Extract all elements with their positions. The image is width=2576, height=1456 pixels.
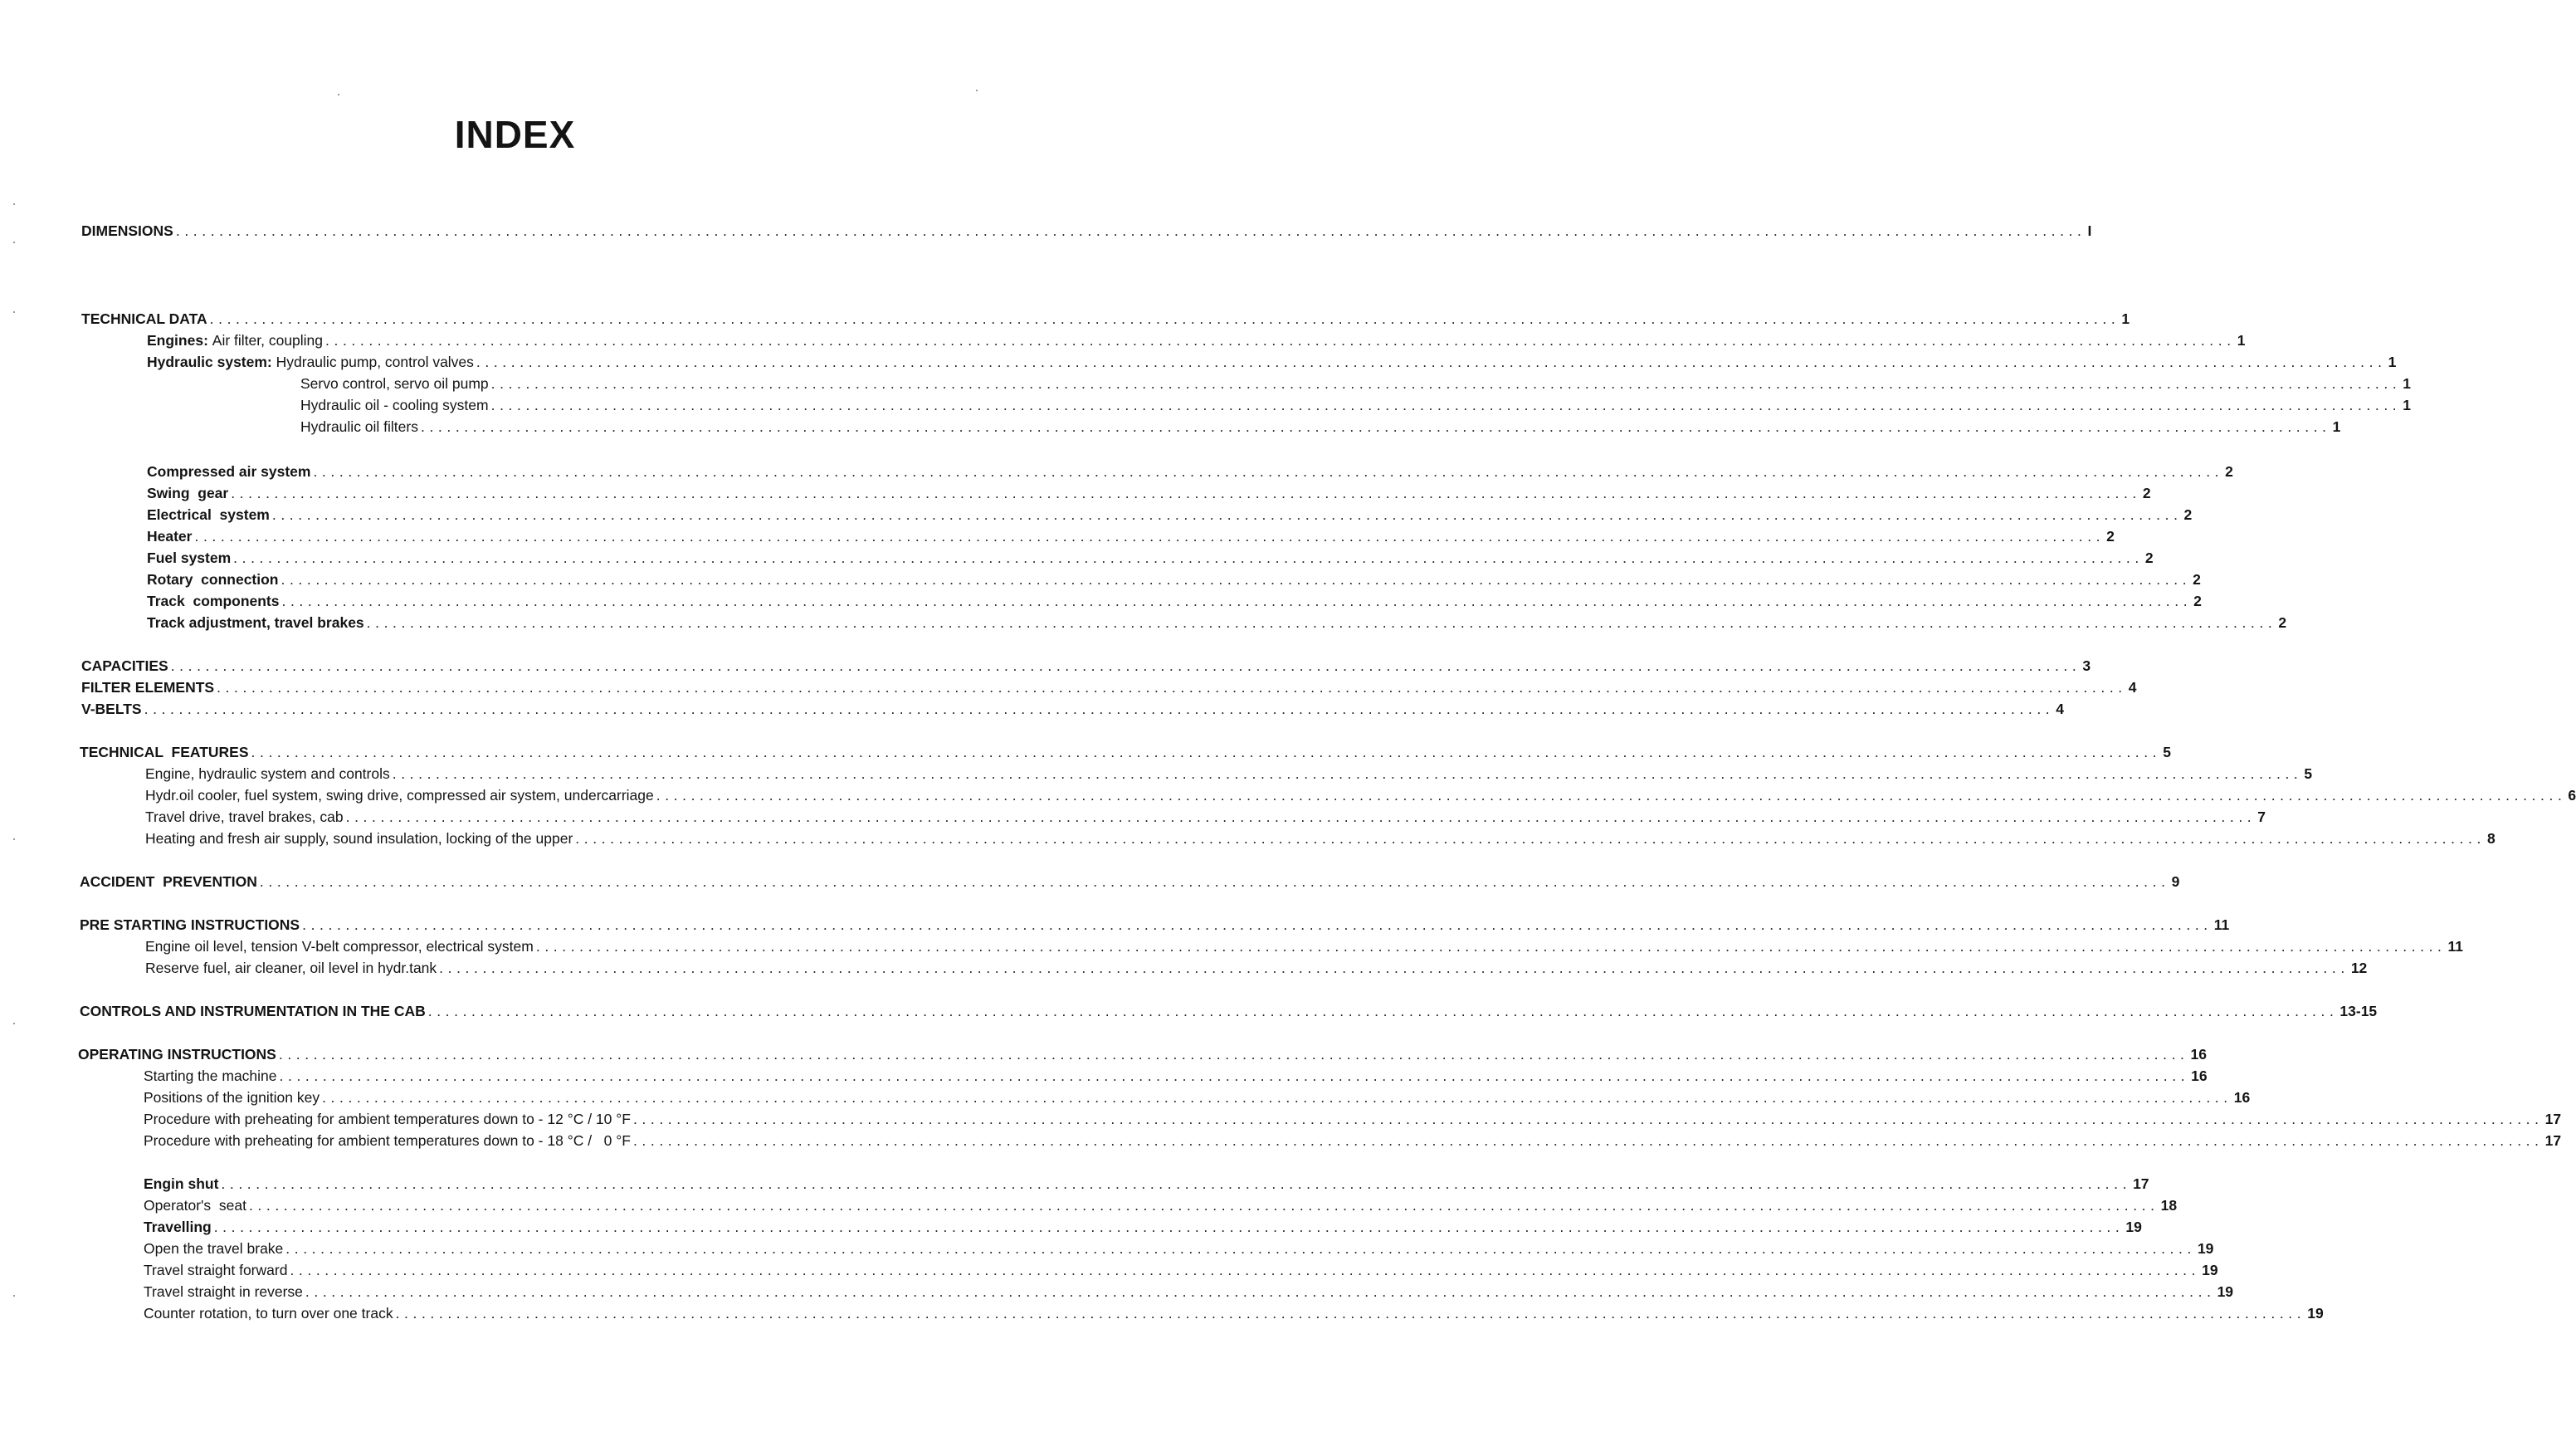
entry-label: Servo control, servo oil pump	[300, 375, 489, 392]
index-entry	[300, 417, 2341, 437]
index-entry	[81, 309, 2130, 329]
entry-label: Hydraulic pump, control valves	[276, 354, 474, 370]
entry-page-number: 2	[2106, 528, 2115, 545]
entry-page-number: 17	[2544, 1132, 2562, 1149]
dot-leader: ............................................................................................................................................................................................................................	[281, 593, 2193, 609]
index-entry	[78, 1044, 2207, 1064]
index-entry	[145, 807, 2266, 827]
entry-page-number: 2	[2142, 485, 2151, 501]
entry-label: Travel straight forward	[144, 1262, 288, 1278]
entry-label: Fuel system	[147, 550, 232, 566]
entry-page-number: 1	[2332, 418, 2341, 435]
index-entry	[147, 483, 2151, 503]
entry-page-number: 11	[2213, 916, 2230, 933]
entry-label: Engin shut	[144, 1175, 219, 1192]
index-entry	[144, 1282, 2234, 1302]
entry-label: Procedure with preheating for ambient temperatures down to - 18 °C / 0 °F	[144, 1132, 631, 1149]
entry-label: TECHNICAL FEATURES	[80, 744, 249, 760]
dot-leader: ............................................................................................................................................................................................................................	[281, 571, 2192, 588]
dot-leader: ............................................................................................................................................................................................................................	[221, 1175, 2132, 1192]
scan-speck	[13, 1023, 15, 1024]
entry-label: DIMENSIONS	[81, 222, 173, 239]
index-entry	[145, 936, 2464, 956]
index-entry	[147, 591, 2202, 611]
dot-leader: ............................................................................................................................................................................................................................	[656, 787, 2567, 804]
entry-page-number: 1	[2121, 310, 2130, 327]
scan-speck	[13, 203, 15, 205]
index-entry	[147, 462, 2233, 481]
dot-leader: ............................................................................................................................................................................................................................	[632, 1111, 2544, 1127]
entry-label: Procedure with preheating for ambient temperatures down to - 12 °C / 10 °F	[144, 1111, 631, 1127]
entry-page-number: I	[2087, 222, 2092, 239]
dot-leader: ............................................................................................................................................................................................................................	[427, 1003, 2339, 1019]
entry-label: Hydraulic oil - cooling system	[300, 397, 489, 413]
entry-label: FILTER ELEMENTS	[81, 679, 215, 696]
entry-label: Counter rotation, to turn over one track	[144, 1305, 393, 1322]
dot-leader: ............................................................................................................................................................................................................................	[279, 1068, 2190, 1084]
entry-page-number: 2	[2144, 550, 2154, 566]
index-entry	[147, 352, 2397, 372]
scan-speck	[13, 311, 15, 313]
entry-page-number: 4	[2128, 679, 2137, 696]
entry-page-number: 2	[2193, 593, 2202, 609]
entry-page-number: 1	[2388, 354, 2397, 370]
entry-label: ACCIDENT PREVENTION	[80, 873, 257, 890]
dot-leader: ............................................................................................................................................................................................................................	[259, 873, 2170, 890]
dot-leader: ............................................................................................................................................................................................................................	[313, 463, 2224, 480]
dot-leader: ............................................................................................................................................................................................................................	[575, 830, 2486, 847]
dot-leader: ............................................................................................................................................................................................................................	[271, 506, 2183, 523]
dot-leader: ............................................................................................................................................................................................................................	[231, 485, 2141, 501]
dot-leader: ............................................................................................................................................................................................................................	[251, 744, 2162, 760]
index-entry	[144, 1131, 2562, 1151]
entry-label: Air filter, coupling	[212, 332, 324, 349]
index-entry	[300, 374, 2412, 393]
scan-speck	[976, 90, 978, 91]
entry-label: Hydr.oil cooler, fuel system, swing drive, compressed air system, undercarriage	[145, 787, 654, 804]
dot-leader: ............................................................................................................................................................................................................................	[175, 222, 2086, 239]
entry-label: Engine oil level, tension V-belt compressor, electrical system	[145, 938, 534, 955]
entry-page-number: 5	[2163, 744, 2171, 760]
dot-leader: ............................................................................................................................................................................................................................	[302, 916, 2213, 933]
dot-leader: ............................................................................................................................................................................................................................	[325, 332, 2236, 349]
entry-page-number: 2	[2183, 506, 2193, 523]
entry-label: OPERATING INSTRUCTIONS	[78, 1046, 276, 1063]
entry-label: Engine, hydraulic system and controls	[145, 765, 390, 782]
dot-leader: ............................................................................................................................................................................................................................	[366, 614, 2277, 631]
entry-label: Travel straight in reverse	[144, 1283, 303, 1300]
index-entry	[145, 785, 2576, 805]
entry-page-number: 2	[2225, 463, 2233, 480]
entry-page-number: 12	[2350, 960, 2368, 976]
entry-label: Hydraulic oil filters	[300, 418, 418, 435]
index-entry	[80, 915, 2230, 935]
index-entry	[144, 1174, 2149, 1194]
dot-leader: ............................................................................................................................................................................................................................	[439, 960, 2349, 976]
entry-page-number: 19	[2217, 1283, 2234, 1300]
entry-label: V-BELTS	[81, 701, 142, 717]
entry-label: Travelling	[144, 1219, 212, 1235]
dot-leader: ............................................................................................................................................................................................................................	[248, 1197, 2159, 1214]
dot-leader: ............................................................................................................................................................................................................................	[476, 354, 2387, 370]
index-entry	[81, 699, 2064, 719]
entry-page-number: 9	[2171, 873, 2180, 890]
index-entry	[80, 872, 2180, 892]
dot-leader: ............................................................................................................................................................................................................................	[395, 1305, 2306, 1322]
entry-label: Electrical system	[147, 506, 270, 523]
entry-page-number: 19	[2125, 1219, 2142, 1235]
entry-label: CAPACITIES	[81, 657, 168, 674]
index-entry	[81, 656, 2091, 676]
dot-leader: ............................................................................................................................................................................................................................	[420, 418, 2331, 435]
dot-leader: ............................................................................................................................................................................................................................	[285, 1240, 2196, 1257]
dot-leader: ............................................................................................................................................................................................................................	[217, 679, 2127, 696]
dot-leader: ............................................................................................................................................................................................................................	[233, 550, 2144, 566]
entry-page-number: 1	[2403, 397, 2411, 413]
entry-page-number: 11	[2447, 938, 2464, 955]
scan-speck	[338, 94, 339, 95]
index-entry	[144, 1066, 2208, 1086]
entry-page-number: 4	[2056, 701, 2064, 717]
dot-leader: ............................................................................................................................................................................................................................	[194, 528, 2105, 545]
entry-page-number: 6	[2568, 787, 2576, 804]
entry-label: Track components	[147, 593, 280, 609]
entry-label: PRE STARTING INSTRUCTIONS	[80, 916, 300, 933]
index-entry	[80, 742, 2171, 762]
entry-page-number: 17	[2133, 1175, 2149, 1192]
entry-page-number: 5	[2304, 765, 2313, 782]
dot-leader: ............................................................................................................................................................................................................................	[305, 1283, 2216, 1300]
entry-page-number: 8	[2486, 830, 2496, 847]
index-entry	[144, 1109, 2562, 1129]
index-entry	[144, 1239, 2214, 1258]
entry-label: Travel drive, travel brakes, cab	[145, 809, 344, 825]
entry-page-number: 2	[2278, 614, 2287, 631]
entry-page-number: 7	[2257, 809, 2266, 825]
dot-leader: ............................................................................................................................................................................................................................	[144, 701, 2055, 717]
dot-leader: ............................................................................................................................................................................................................................	[490, 397, 2402, 413]
index-entry	[147, 548, 2154, 568]
entry-label: TECHNICAL DATA	[81, 310, 207, 327]
entry-label: Starting the machine	[144, 1068, 277, 1084]
index-entry	[144, 1217, 2142, 1237]
dot-leader: ............................................................................................................................................................................................................................	[535, 938, 2447, 955]
dot-leader: ............................................................................................................................................................................................................................	[392, 765, 2303, 782]
dot-leader: ............................................................................................................................................................................................................................	[209, 310, 2120, 327]
index-entry	[144, 1303, 2324, 1323]
scan-speck	[13, 242, 15, 243]
entry-prefix: Engines:	[147, 332, 212, 349]
entry-page-number: 19	[2307, 1305, 2324, 1322]
page-title: INDEX	[454, 113, 576, 156]
scan-speck	[13, 1295, 15, 1297]
scan-speck	[13, 838, 15, 840]
entry-page-number: 2	[2193, 571, 2201, 588]
entry-label: Swing gear	[147, 485, 229, 501]
entry-label: Compressed air system	[147, 463, 311, 480]
dot-leader: ............................................................................................................................................................................................................................	[322, 1089, 2232, 1106]
entry-page-number: 1	[2403, 375, 2412, 392]
index-entry	[80, 1001, 2378, 1021]
entry-page-number: 16	[2190, 1046, 2207, 1063]
index-entry	[81, 677, 2137, 697]
index-entry	[147, 526, 2115, 546]
entry-page-number: 16	[2233, 1089, 2251, 1106]
dot-leader: ............................................................................................................................................................................................................................	[213, 1219, 2125, 1235]
entry-label: Track adjustment, travel brakes	[147, 614, 364, 631]
dot-leader: ............................................................................................................................................................................................................................	[490, 375, 2402, 392]
entry-page-number: 17	[2544, 1111, 2562, 1127]
entry-page-number: 18	[2160, 1197, 2178, 1214]
dot-leader: ............................................................................................................................................................................................................................	[278, 1046, 2189, 1063]
index-entry	[147, 569, 2201, 589]
entry-page-number: 1	[2237, 332, 2246, 349]
dot-leader: ............................................................................................................................................................................................................................	[632, 1132, 2544, 1149]
entry-label: Open the travel brake	[144, 1240, 284, 1257]
index-entry	[145, 828, 2496, 848]
entry-page-number: 19	[2197, 1240, 2214, 1257]
dot-leader: ............................................................................................................................................................................................................................	[170, 657, 2081, 674]
index-entry	[144, 1260, 2218, 1280]
index-entry	[81, 221, 2092, 241]
index-entry	[147, 613, 2287, 633]
index-entry	[145, 764, 2313, 784]
entry-page-number: 3	[2082, 657, 2091, 674]
entry-label: Reserve fuel, air cleaner, oil level in hydr.tank	[145, 960, 437, 976]
index-entry	[300, 395, 2411, 415]
entry-label: Rotary connection	[147, 571, 279, 588]
entry-page-number: 13-15	[2339, 1003, 2378, 1019]
index-entry	[147, 505, 2193, 525]
index-entry	[144, 1195, 2178, 1215]
entry-label: Heater	[147, 528, 193, 545]
entry-label: Heating and fresh air supply, sound insulation, locking of the upper	[145, 830, 573, 847]
entry-prefix: Hydraulic system:	[147, 354, 276, 370]
entry-label: CONTROLS AND INSTRUMENTATION IN THE CAB	[80, 1003, 426, 1019]
index-entry	[147, 330, 2246, 350]
dot-leader: ............................................................................................................................................................................................................................	[345, 809, 2256, 825]
dot-leader: ............................................................................................................................................................................................................................	[290, 1262, 2201, 1278]
index-entry	[144, 1087, 2251, 1107]
entry-page-number: 16	[2191, 1068, 2208, 1084]
index-entry	[145, 958, 2368, 978]
entry-page-number: 19	[2202, 1262, 2218, 1278]
entry-label: Positions of the ignition key	[144, 1089, 320, 1106]
entry-label: Operator's seat	[144, 1197, 246, 1214]
